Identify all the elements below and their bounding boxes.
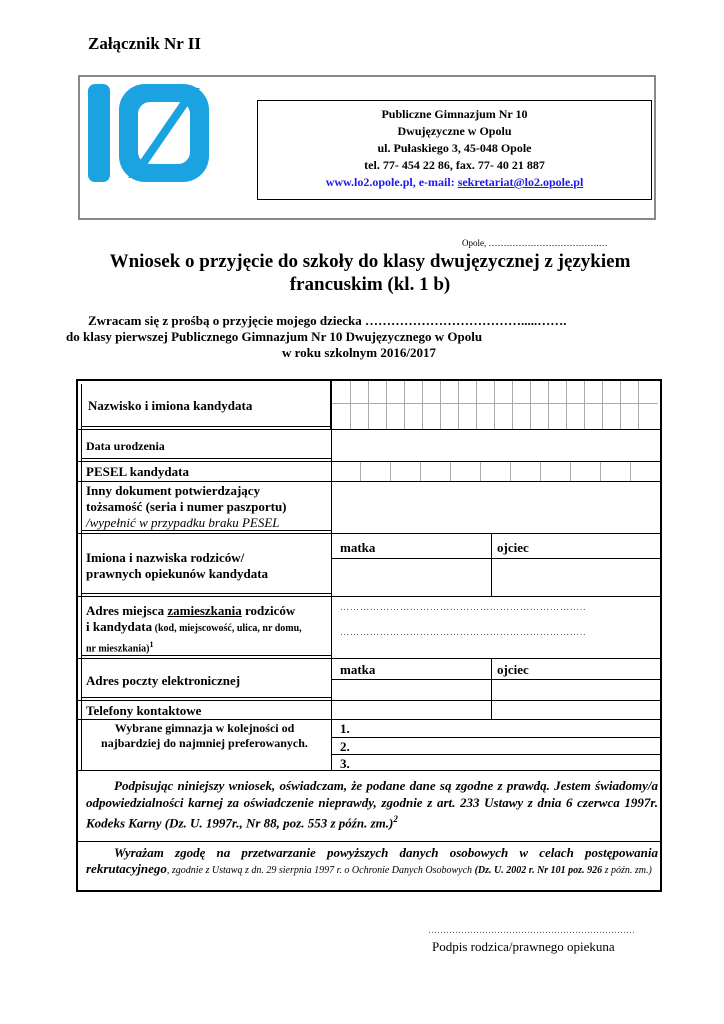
address-dots-2: ……………………………………………………………….. xyxy=(340,627,587,637)
address-part-3: i kandydata xyxy=(86,619,153,634)
form-title: Wniosek o przyjęcie do szkoły do klasy dwujęzycznej z językiem francuskim (kl. 1 b) xyxy=(109,251,631,295)
intro-line-1: Zwracam się z prośbą o przyjęcie mojego dziecka ……………………………….....……. xyxy=(88,313,567,328)
annex-title: Załącznik Nr II xyxy=(88,34,202,53)
other-doc-line-1: Inny dokument potwierdzający xyxy=(86,483,261,498)
address-hint: (kod, miejscowość, ulica, nr domu, xyxy=(152,623,302,634)
mother-column-label: matka xyxy=(340,540,376,555)
other-doc-line-3: /wypełnić w przypadku braku PESEL xyxy=(86,515,280,530)
email-prefix: , e-mail: xyxy=(412,175,458,189)
choice-2: 2. xyxy=(340,739,350,754)
school-phone: tel. 77- 454 22 86, fax. 77- 40 21 887 xyxy=(364,158,545,172)
email-label: Adres poczty elektronicznej xyxy=(86,673,241,688)
footnote-1: 1 xyxy=(149,640,154,649)
consent-main-text: Wyrażam zgodę na przetwarzanie powyższych danych osobowych w celach postępowania rekrutacyjnego xyxy=(86,845,658,876)
other-document-label xyxy=(86,483,287,531)
pesel-label: PESEL kandydata xyxy=(86,464,189,479)
address-label xyxy=(86,603,330,657)
declaration-consent xyxy=(86,845,658,879)
parents-label xyxy=(86,550,268,582)
school-contact xyxy=(258,174,651,191)
address-part-1: Adres miejsca xyxy=(86,603,168,618)
email-father-label: ojciec xyxy=(497,662,529,677)
signature-dots: …………………………………………………………… xyxy=(428,925,635,935)
school-info-box xyxy=(257,100,652,200)
date-line: Opole, ……………………………….… xyxy=(462,238,608,248)
email-link[interactable]: sekretariat@lo2.opole.pl xyxy=(457,175,584,189)
choice-3: 3. xyxy=(340,756,350,771)
school-logo xyxy=(86,80,212,184)
address-part-2: rodziców xyxy=(241,603,296,618)
school-name: Publiczne Gimnazjum Nr 10 xyxy=(381,107,528,121)
intro-line-3: w roku szkolnym 2016/2017 xyxy=(282,345,436,360)
signature-label: Podpis rodzica/prawnego opiekuna xyxy=(432,939,615,954)
address-underlined: zamieszkania xyxy=(167,603,242,618)
schools-preference-label xyxy=(78,721,331,751)
phone-label: Telefony kontaktowe xyxy=(86,703,202,718)
school-address: ul. Pułaskiego 3, 45-048 Opole xyxy=(377,141,532,155)
declaration-truth-text: Podpisując niniejszy wniosek, oświadczam, że podane dane są zgodne z prawdą. Jestem świadomy/a odpowiedzialności karnej za oświadczenie nieprawdy, zgodnie z art. 233 Ustawy z dnia 6 czerwca 1997r. Kodeks Karny (Dz. U. 1997r., Nr 88, poz. 553 z późn. zm.) xyxy=(86,778,658,831)
schools-line-2: najbardziej do najmniej preferowanych. xyxy=(101,736,308,750)
consent-legal-3: z późn. zm.) xyxy=(602,865,652,876)
parents-line-1: Imiona i nazwiska rodziców/ xyxy=(86,550,245,565)
address-dots-1: ……………………………………………………………….. xyxy=(340,602,587,612)
intro-text xyxy=(60,313,670,361)
candidate-name-label: Nazwisko i imiona kandydata xyxy=(88,398,253,413)
consent-legal-1: , zgodnie z Ustawą z dn. 29 sierpnia 1997 r. o Ochronie Danych Osobowych xyxy=(166,865,475,876)
choice-1: 1. xyxy=(340,721,350,736)
email-mother-label: matka xyxy=(340,662,376,677)
birth-date-label: Data urodzenia xyxy=(86,439,165,453)
intro-line-2: do klasy pierwszej Publicznego Gimnazjum Nr 10 Dwujęzycznego w Opolu xyxy=(66,329,483,344)
father-column-label: ojciec xyxy=(497,540,529,555)
website-link[interactable]: www.lo2.opole.pl xyxy=(325,175,413,189)
school-subtitle: Dwujęzyczne w Opolu xyxy=(397,124,512,138)
parents-line-2: prawnych opiekunów kandydata xyxy=(86,566,269,581)
address-hint-2: nr mieszkania) xyxy=(86,643,150,655)
other-doc-line-2: tożsamość (seria i numer paszportu) xyxy=(86,499,287,514)
footnote-2: 2 xyxy=(393,814,398,824)
declaration-truth xyxy=(86,777,658,831)
consent-legal-2: (Dz. U. 2002 r. Nr 101 poz. 926 xyxy=(474,865,603,876)
schools-line-1: Wybrane gimnazja w kolejności od xyxy=(114,721,295,735)
